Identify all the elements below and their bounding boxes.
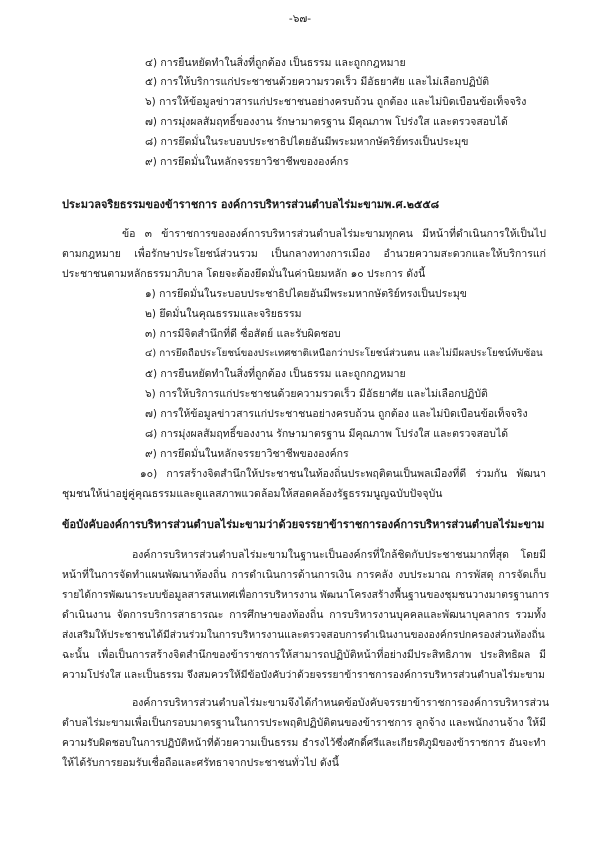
paragraph-line: ตำบลไร่มะขามเพื่อเป็นกรอบมาตรฐานในการประพฤติปฏิบัติตนของข้าราชการ ลูกจ้าง และพนักงานจ้าง ให้มี <box>62 717 546 729</box>
paragraph-line: ความโปร่งใส และเป็นธรรม จึงสมควรให้มีข้อบังคับว่าด้วยจรรยาข้าราชการองค์การบริหารส่วนตำบลไร่มะขาม <box>62 669 545 681</box>
paragraph-line: ส่งเสริมให้ประชาชนได้มีส่วนร่วมในการบริหารงานและตรวจสอบการดำเนินงานขององค์กรปกครองส่วนท้องถิ่น <box>62 629 545 641</box>
list-item: ๑) การยึดมั่นในระบอบประชาธิปไตยอันมีพระมหากษัตริย์ทรงเป็นประมุข <box>145 288 467 300</box>
page-number: -๖๗- <box>288 13 312 25</box>
list-item: ๒) ยึดมั่นในคุณธรรมและจริยธรรม <box>145 308 302 320</box>
list-item: ๑๐) การสร้างจิตสำนึกให้ประชาชนในท้องถิ่นประพฤติตนเป็นพลเมืองที่ดี ร่วมกัน พัฒนา <box>140 468 546 480</box>
paragraph-line: หน้าที่ในการจัดทำแผนพัฒนาท้องถิ่น การดำเนินการด้านการเงิน การคลัง งบประมาณ การพัสดุ การจัดเก็บ <box>62 569 546 581</box>
list-item: ๘) การยึดมั่นในระบอบประชาธิปไตยอันมีพระมหากษัตริย์ทรงเป็นประมุข <box>145 136 469 148</box>
list-item: ๕) การให้บริการแก่ประชาชนด้วยความรวดเร็ว มีอัธยาศัย และไม่เลือกปฏิบัติ <box>145 76 490 88</box>
section-heading: ข้อบังคับองค์การบริหารส่วนตำบลไร่มะขามว่าด้วยจรรยาข้าราชการองค์การบริหารส่วนตำบลไร่มะขาม <box>62 518 545 531</box>
list-item: ๕) การยืนหยัดทำในสิ่งที่ถูกต้อง เป็นธรรม และถูกกฎหมาย <box>145 368 406 380</box>
list-item: ๔) การยืนหยัดทำในสิ่งที่ถูกต้อง เป็นธรรม และถูกกฎหมาย <box>145 57 406 69</box>
list-item: ๖) การให้บริการแก่ประชาชนด้วยความรวดเร็ว มีอัธยาศัย และไม่เลือกปฏิบัติ <box>145 388 488 400</box>
paragraph-line: ให้ได้รับการยอมรับเชื่อถือและศรัทธาจากประชาชนทั่วไป ดังนี้ <box>62 757 339 769</box>
paragraph-line: รายได้การพัฒนาระบบข้อมูลสารสนเทศเพื่อการบริหารงาน พัฒนาโครงสร้างพื้นฐานของชุมชนวางมาตรฐานการ <box>62 589 550 601</box>
paragraph-line: ความรับผิดชอบในการปฏิบัติหน้าที่ด้วยความเป็นธรรม ธำรงไว้ซึ่งศักดิ์ศรีและเกียรติภูมิของข้าราชการ อันจะทำ <box>62 737 546 749</box>
paragraph-line: องค์การบริหารส่วนตำบลไร่มะขามในฐานะเป็นองค์กรที่ใกล้ชิดกับประชาชนมากที่สุด โดยมี <box>132 549 546 561</box>
paragraph-line: ดำเนินงาน จัดการบริการสาธารณะ การศึกษาของท้องถิ่น การบริหารงานบุคคลและพัฒนาบุคลากร รวมทั้ง <box>62 609 546 621</box>
paragraph-line: ฉะนั้น เพื่อเป็นการสร้างจิตสำนึกของข้าราชการให้สามารถปฏิบัติหน้าที่อย่างมีประสิทธิภาพ ประสิทธิผล มี <box>62 649 546 661</box>
paragraph-line: ประชาชนตามหลักธรรมาภิบาล โดยจะต้องยึดมั่นในค่านิยมหลัก ๑๐ ประการ ดังนี้ <box>62 268 426 280</box>
list-item: ๓) การมีจิตสำนึกที่ดี ซื่อสัตย์ และรับผิดชอบ <box>145 328 341 340</box>
list-item: ๘) การมุ่งผลสัมฤทธิ์ของงาน รักษามาตรฐาน มีคุณภาพ โปร่งใส และตรวจสอบได้ <box>145 428 509 440</box>
paragraph-line: ตามกฎหมาย เพื่อรักษาประโยชน์ส่วนรวม เป็นกลางทางการเมือง อำนวยความสะดวกและให้บริการแก่ <box>62 248 546 260</box>
section-heading: ประมวลจริยธรรมของข้าราชการ องค์การบริหารส่วนตำบลไร่มะขามพ.ศ.๒๕๕๘ <box>62 198 440 211</box>
list-item-continuation: ชุมชนให้น่าอยู่คู่คุณธรรมและดูแลสภาพแวดล้อมให้สอดคล้องรัฐธรรมนูญฉบับปัจจุบัน <box>62 488 443 500</box>
list-item: ๖) การให้ข้อมูลข่าวสารแก่ประชาชนอย่างครบถ้วน ถูกต้อง และไม่บิดเบือนข้อเท็จจริง <box>145 96 527 108</box>
list-item: ๗) การให้ข้อมูลข่าวสารแก่ประชาชนอย่างครบถ้วน ถูกต้อง และไม่บิดเบือนข้อเท็จจริง <box>145 408 528 420</box>
paragraph-line: องค์การบริหารส่วนตำบลไร่มะขามจึงได้กำหนดข้อบังคับจรรยาข้าราชการองค์การบริหารส่วน <box>132 697 550 709</box>
paragraph-line: ข้อ ๓ ข้าราชการขององค์การบริหารส่วนตำบลไร่มะขามทุกคน มีหน้าที่ดำเนินการให้เป็นไป <box>122 228 546 240</box>
list-item: ๗) การมุ่งผลสัมฤทธิ์ของงาน รักษามาตรฐาน มีคุณภาพ โปร่งใส และตรวจสอบได้ <box>145 116 508 128</box>
list-item: ๙) การยึดมั่นในหลักจรรยาวิชาชีพขององค์กร <box>145 448 349 460</box>
list-item: ๔) การยึดถือประโยชน์ของประเทศชาติเหนือกว่าประโยชน์ส่วนตน และไม่มีผลประโยชน์ทับซ้อน <box>145 348 543 359</box>
list-item: ๙) การยึดมั่นในหลักจรรยาวิชาชีพขององค์กร <box>145 156 349 168</box>
